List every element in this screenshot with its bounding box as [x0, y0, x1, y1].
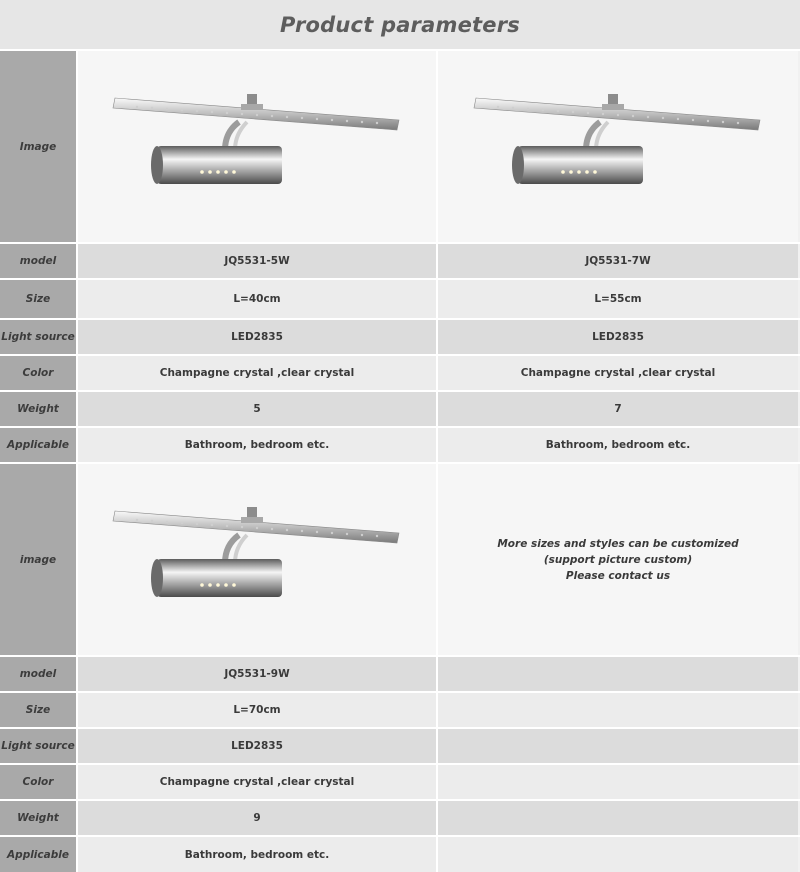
- label-light-source: Light source: [0, 729, 78, 763]
- label-model: model: [0, 244, 78, 278]
- product-image-3: [78, 464, 438, 655]
- model-value: JQ5531-7W: [438, 244, 798, 278]
- custom-note-line: Please contact us: [565, 569, 671, 582]
- weight-row-1: [0, 392, 800, 428]
- mirror-lamp-icon: [468, 92, 768, 202]
- weight-value: 9: [78, 801, 438, 835]
- applicable-value: Bathroom, bedroom etc.: [438, 428, 798, 462]
- light-source-value: LED2835: [438, 320, 798, 354]
- label-color: Color: [0, 765, 78, 799]
- light-source-value: LED2835: [78, 320, 438, 354]
- color-value: Champagne crystal ,clear crystal: [438, 356, 798, 390]
- light-source-row-2: [0, 729, 800, 765]
- label-model: model: [0, 657, 78, 691]
- label-weight: Weight: [0, 392, 78, 426]
- weight-value: 7: [438, 392, 798, 426]
- size-row-2: [0, 693, 800, 729]
- label-image: Image: [0, 51, 78, 242]
- label-size: Size: [0, 693, 78, 727]
- size-value: L=55cm: [438, 280, 798, 318]
- custom-note-line: (support picture custom): [543, 553, 693, 566]
- applicable-row-1: [0, 428, 800, 464]
- light-source-value: LED2835: [78, 729, 438, 763]
- custom-note-line: More sizes and styles can be customized: [497, 537, 739, 550]
- light-source-row-1: [0, 320, 800, 356]
- empty-cell: [438, 729, 798, 763]
- product-image-1: [78, 51, 438, 242]
- weight-row-2: [0, 801, 800, 837]
- empty-cell: [438, 765, 798, 799]
- model-value: JQ5531-9W: [78, 657, 438, 691]
- title-bar: [0, 0, 800, 51]
- applicable-value: Bathroom, bedroom etc.: [78, 428, 438, 462]
- page-title: Product parameters: [280, 12, 520, 37]
- model-value: JQ5531-5W: [78, 244, 438, 278]
- color-row-2: [0, 765, 800, 801]
- model-row-2: [0, 657, 800, 693]
- size-value: L=40cm: [78, 280, 438, 318]
- color-value: Champagne crystal ,clear crystal: [78, 356, 438, 390]
- mirror-lamp-icon: [107, 92, 407, 202]
- image-row-2: [0, 464, 800, 657]
- label-weight: Weight: [0, 801, 78, 835]
- color-value: Champagne crystal ,clear crystal: [78, 765, 438, 799]
- color-row-1: [0, 356, 800, 392]
- label-light-source: Light source: [0, 320, 78, 354]
- label-size: Size: [0, 280, 78, 318]
- label-applicable: Applicable: [0, 837, 78, 872]
- model-row-1: [0, 244, 800, 280]
- size-value: L=70cm: [78, 693, 438, 727]
- label-image: image: [0, 464, 78, 655]
- image-row-1: [0, 51, 800, 244]
- mirror-lamp-icon: [107, 505, 407, 615]
- label-color: Color: [0, 356, 78, 390]
- applicable-value: Bathroom, bedroom etc.: [78, 837, 438, 872]
- empty-cell: [438, 801, 798, 835]
- empty-cell: [438, 837, 798, 872]
- empty-cell: [438, 657, 798, 691]
- weight-value: 5: [78, 392, 438, 426]
- size-row-1: [0, 280, 800, 320]
- product-image-2: [438, 51, 798, 242]
- custom-note: [438, 464, 798, 655]
- empty-cell: [438, 693, 798, 727]
- label-applicable: Applicable: [0, 428, 78, 462]
- applicable-row-2: [0, 837, 800, 872]
